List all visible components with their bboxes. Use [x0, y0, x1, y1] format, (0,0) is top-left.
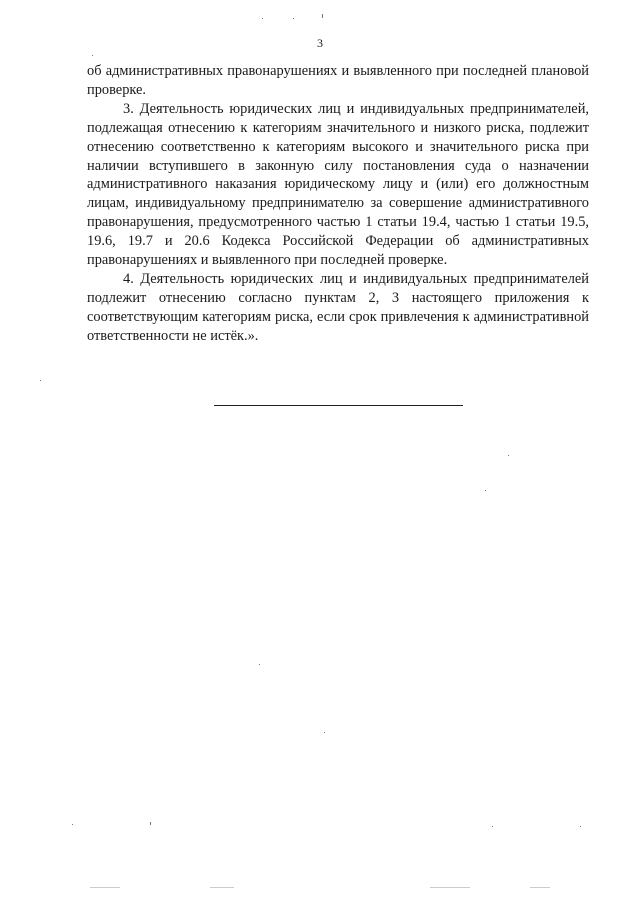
scan-speck	[262, 18, 263, 19]
scan-speck	[322, 14, 323, 18]
paragraph-continuation: об административных правонарушениях и выявленного при последней плановой проверке.	[87, 63, 589, 98]
paragraph-item-3: 3. Деятельность юридических лиц и индивидуальных предпринимателей, подлежащая отнесению к категориям значительного и низкого риска, подлежит отнесению соответственно к категориям высокого и значительного риска при наличии вступившего в законную силу постановления суда о назначении административного наказания юридическому лицу и (или) его должностным лицам, индивидуальному предпринимателю за совершение административного правонарушения, предусмотренного частью 1 статьи 19.4, частью 1 статьи 19.5, 19.6, 19.7 и 20.6 Кодекса Российской Федерации об административных правонарушениях и выявленного при последней проверке.	[87, 100, 589, 269]
scan-speck	[492, 826, 493, 827]
paragraph-item-4: 4. Деятельность юридических лиц и индивидуальных предпринимателей подлежит отнесению согласно пунктам 2, 3 настоящего приложения к соответствующим категориям риска, если срок привлечения к административной ответственности не истёк.».	[87, 270, 589, 344]
scan-speck	[530, 887, 550, 888]
scan-speck	[508, 455, 509, 456]
scan-speck	[293, 18, 294, 19]
scan-speck	[485, 490, 486, 491]
scan-speck	[40, 380, 41, 381]
scan-speck	[259, 664, 260, 665]
scan-speck	[210, 887, 234, 888]
scan-speck	[324, 732, 325, 733]
scan-speck	[580, 826, 581, 827]
scan-speck	[90, 887, 120, 888]
scan-speck	[430, 887, 470, 888]
scan-speck	[72, 824, 73, 825]
scan-speck	[150, 822, 151, 825]
scan-speck	[92, 55, 93, 56]
page-number: 3	[317, 36, 323, 50]
end-of-document-rule	[214, 405, 463, 406]
document-body	[87, 62, 589, 346]
